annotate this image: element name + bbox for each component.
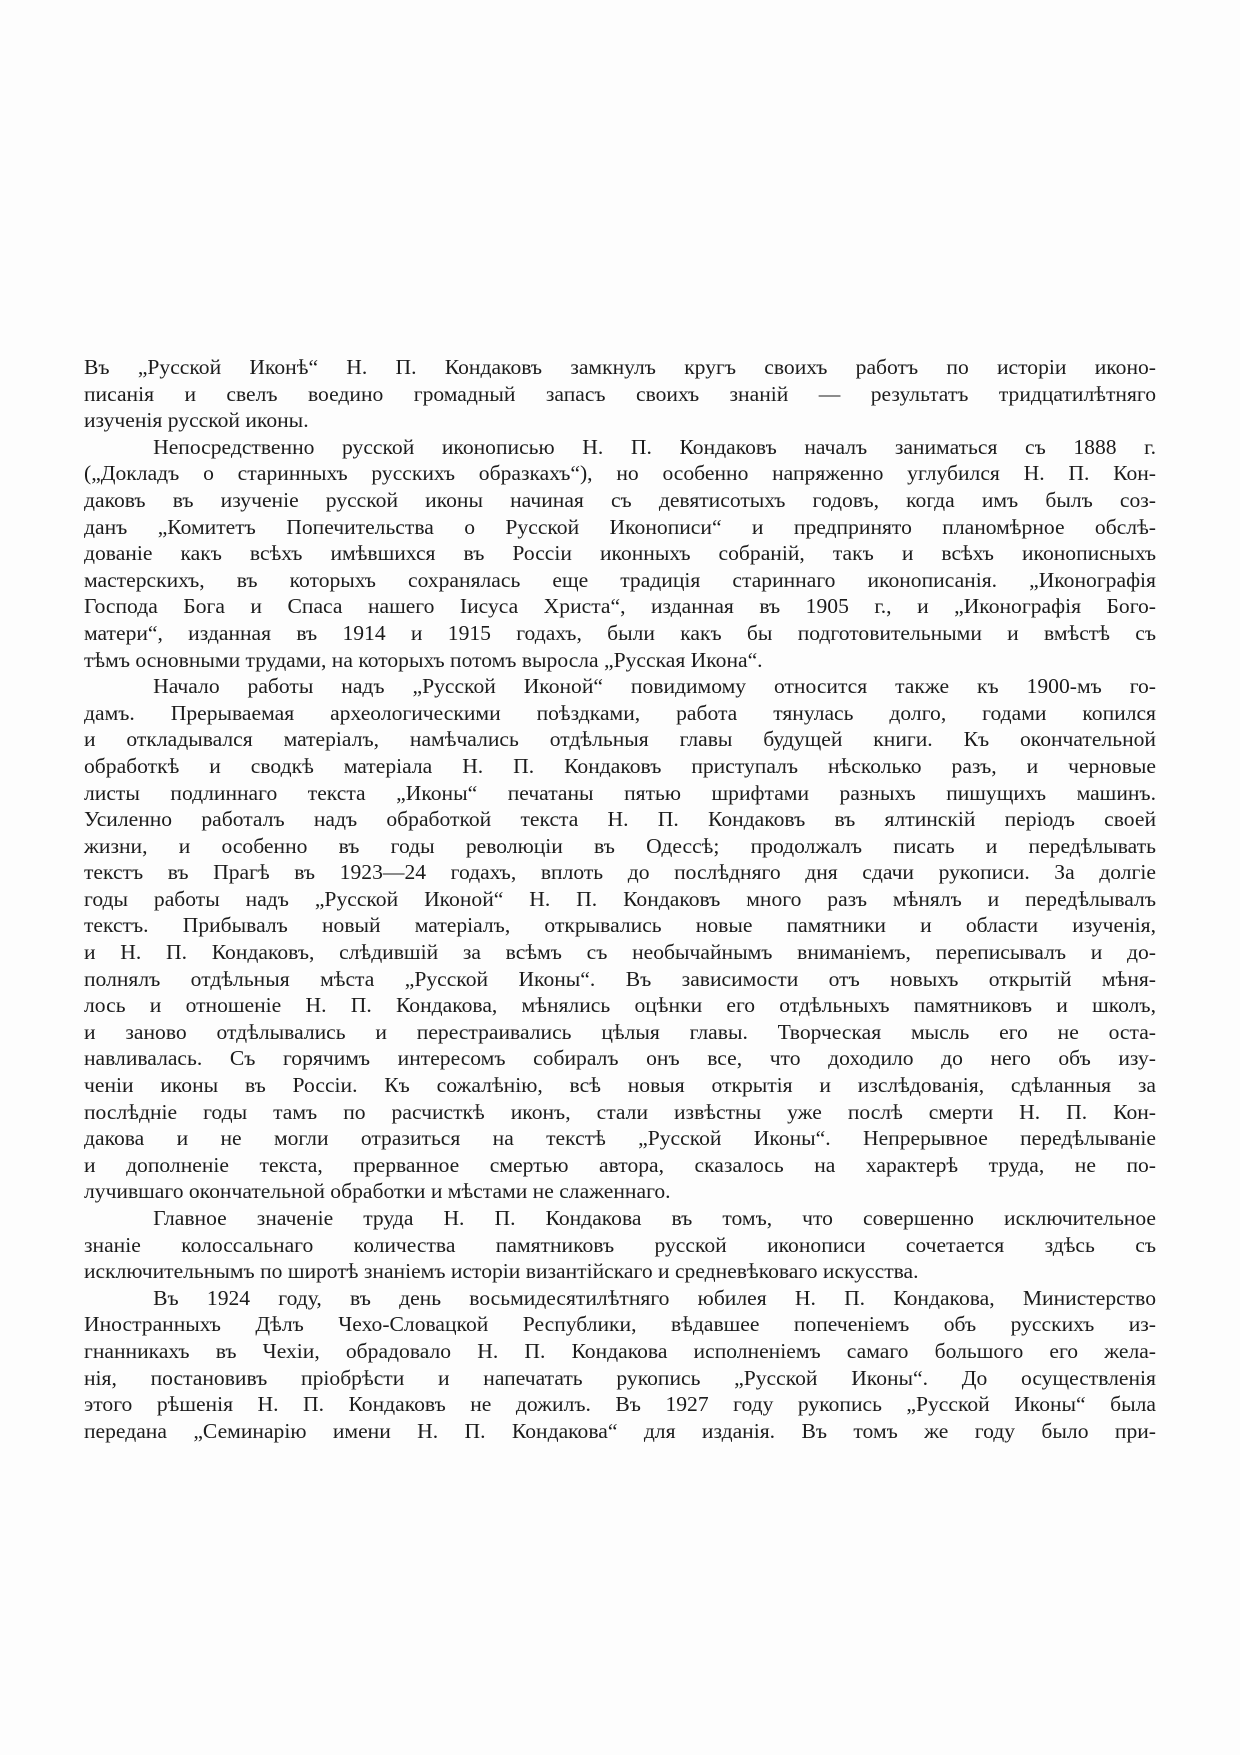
text-line: гнанникахъ въ Чехіи, обрадовало Н. П. Кондакова исполненіемъ самаго большого его жела-: [84, 1338, 1156, 1363]
text-line: Въ 1924 году, въ день восьмидесятилѣтняго юбилея Н. П. Кондакова, Министерство: [153, 1285, 1156, 1310]
text-line: передана „Семинарію имени Н. П. Кондакова“ для изданія. Въ томъ же году было при-: [84, 1418, 1156, 1443]
text-line: знаніе колоссальнаго количества памятниковъ русской иконописи сочетается здѣсь съ: [84, 1232, 1156, 1257]
text-line: дованіе какъ всѣхъ имѣвшихся въ Россіи иконныхъ собраній, такъ и всѣхъ иконописныхъ: [84, 541, 1156, 566]
paragraph-5: [84, 1285, 1156, 1445]
text-line: матери“, изданная въ 1914 и 1915 годахъ, были какъ бы подготовительными и вмѣстѣ съ: [84, 620, 1156, 645]
paragraph-3: [84, 673, 1156, 1205]
text-line: годы работы надъ „Русской Иконой“ Н. П. Кондаковъ много разъ мѣнялъ и передѣлывалъ: [84, 886, 1156, 911]
text-line: мастерскихъ, въ которыхъ сохранялась еще традиція стариннаго иконописанія. „Иконографія: [84, 567, 1156, 592]
text-line: текстъ. Прибывалъ новый матеріалъ, открывались новые памятники и области изученія,: [84, 913, 1156, 938]
text-line: Господа Бога и Спаса нашего Іисуса Христа“, изданная въ 1905 г., и „Иконографія Бого-: [84, 594, 1156, 619]
text-line: листы подлиннаго текста „Иконы“ печатаны пятью шрифтами разныхъ пишущихъ машинъ.: [84, 780, 1156, 805]
text-line: обработкѣ и сводкѣ матеріала Н. П. Кондаковъ приступалъ нѣсколько разъ, и черновые: [84, 753, 1156, 778]
text-line: Начало работы надъ „Русской Иконой“ повидимому относится также къ 1900-мъ го-: [153, 674, 1156, 699]
text-line: исключительнымъ по широтѣ знаніемъ исторіи византійскаго и средневѣковаго искусства.: [84, 1259, 919, 1284]
paragraph-1: [84, 354, 1156, 434]
text-line: и дополненіе текста, прерванное смертью автора, сказалось на характерѣ труда, не по-: [84, 1152, 1156, 1177]
text-line: Иностранныхъ Дѣлъ Чехо-Словацкой Республики, вѣдавшее попеченіемъ объ русскихъ из-: [84, 1312, 1156, 1337]
text-line: Главное значеніе труда Н. П. Кондакова въ томъ, что совершенно исключительное: [153, 1206, 1156, 1230]
text-line: этого рѣшенія Н. П. Кондаковъ не дожилъ. Въ 1927 году рукопись „Русской Иконы“ была: [84, 1392, 1156, 1417]
text-line: и откладывался матеріалъ, намѣчались отдѣльныя главы будущей книги. Къ окончательной: [84, 727, 1156, 752]
text-line: Усиленно работалъ надъ обработкой текста Н. П. Кондаковъ въ ялтинскій періодъ своей: [84, 807, 1156, 832]
text-line: даковъ въ изученіе русской иконы начиная съ девятисотыхъ годовъ, когда имъ былъ соз-: [84, 487, 1156, 512]
text-line: и Н. П. Кондаковъ, слѣдившій за всѣмъ съ необычайнымъ вниманіемъ, переписывалъ и до-: [84, 940, 1156, 965]
text-line: послѣдніе годы тамъ по расчисткѣ иконъ, стали извѣстны уже послѣ смерти Н. П. Кон-: [84, 1099, 1156, 1124]
text-line: дакова и не могли отразиться на текстѣ „Русской Иконы“. Непрерывное передѣлываніе: [84, 1126, 1156, 1151]
text-line: текстъ въ Прагѣ въ 1923—24 годахъ, вплоть до послѣдняго дня сдачи рукописи. За долгіе: [84, 860, 1156, 885]
text-line: лучившаго окончательной обработки и мѣстами не слаженнаго.: [84, 1179, 671, 1204]
text-line: нія, постановивъ пріобрѣсти и напечатать рукопись „Русской Иконы“. До осуществленія: [84, 1365, 1156, 1390]
body-text: [84, 354, 1156, 1444]
text-line: Въ „Русской Иконѣ“ Н. П. Кондаковъ замкнулъ кругъ своихъ работъ по исторіи иконо-: [84, 355, 1156, 379]
text-line: навливалась. Съ горячимъ интересомъ собиралъ онъ все, что доходило до него объ изу-: [84, 1046, 1156, 1071]
text-line: жизни, и особенно въ годы революціи въ Одессѣ; продолжалъ писать и передѣлывать: [84, 833, 1156, 858]
text-line: изученія русской иконы.: [84, 408, 309, 433]
text-line: тѣмъ основными трудами, на которыхъ потомъ выросла „Русская Икона“.: [84, 647, 763, 672]
text-line: („Докладъ о старинныхъ русскихъ образкахъ“), но особенно напряженно углубился Н. П. Кон-: [84, 461, 1156, 486]
text-line: данъ „Комитетъ Попечительства о Русской Иконописи“ и предпринято планомѣрное обслѣ-: [84, 514, 1156, 539]
text-line: дамъ. Прерываемая археологическими поѣздками, работа тянулась долго, годами копился: [84, 700, 1156, 725]
paragraph-2: [84, 434, 1156, 673]
text-line: писанія и свелъ воедино громадный запасъ своихъ знаній — результатъ тридцатилѣтняго: [84, 381, 1156, 406]
text-line: лось и отношеніе Н. П. Кондакова, мѣнялись оцѣнки его отдѣльныхъ памятниковъ и школъ,: [84, 993, 1156, 1018]
text-line: Непосредственно русской иконописью Н. П. Кондаковъ началъ заниматься съ 1888 г.: [153, 434, 1156, 459]
paragraph-4: [84, 1205, 1156, 1285]
text-line: ченіи иконы въ Россіи. Къ сожалѣнію, всѣ новыя открытія и изслѣдованія, сдѣланныя за: [84, 1073, 1156, 1098]
text-line: полнялъ отдѣльныя мѣста „Русской Иконы“. Въ зависимости отъ новыхъ открытій мѣня-: [84, 966, 1156, 991]
text-line: и заново отдѣлывались и перестраивались цѣлыя главы. Творческая мысль его не оста-: [84, 1019, 1156, 1044]
